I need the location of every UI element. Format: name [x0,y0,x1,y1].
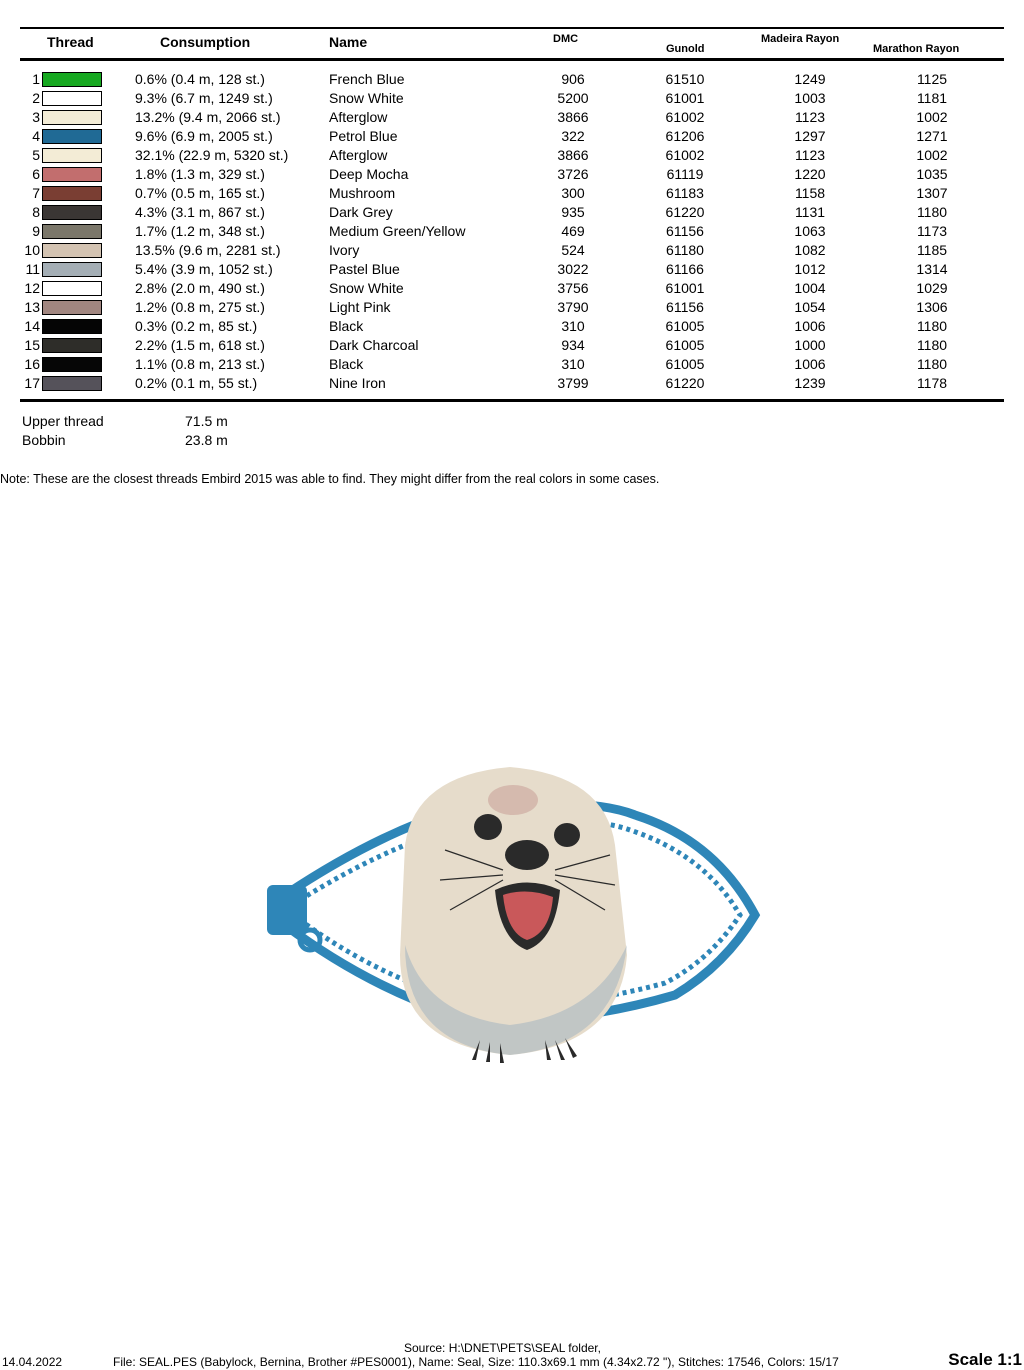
thread-marathon: 1180 [916,337,948,353]
thread-number: 1 [32,71,40,87]
thread-number: 14 [24,318,40,334]
thread-name: Dark Grey [329,204,393,220]
thread-marathon: 1178 [916,375,948,391]
upper-thread-label: Upper thread [22,413,104,429]
table-row [20,184,1004,203]
thread-marathon: 1185 [916,242,948,258]
thread-madeira: 1082 [794,242,826,258]
thread-gunold: 61119 [666,166,704,182]
thread-madeira: 1003 [794,90,826,106]
table-row [20,336,1004,355]
thread-number: 3 [32,109,40,125]
thread-marathon: 1314 [916,261,948,277]
thread-number: 15 [24,337,40,353]
thread-consumption: 1.1% (0.8 m, 213 st.) [135,356,265,372]
table-row [20,260,1004,279]
thread-number: 16 [24,356,40,372]
thread-dmc: 3756 [557,280,589,296]
thread-dmc: 310 [561,318,585,334]
thread-consumption: 5.4% (3.9 m, 1052 st.) [135,261,273,277]
thread-madeira: 1158 [794,185,826,201]
thread-gunold: 61206 [665,128,705,144]
thread-marathon: 1125 [916,71,948,87]
thread-color-swatch [42,376,102,391]
thread-name: Pastel Blue [329,261,400,277]
thread-dmc: 3799 [557,375,589,391]
thread-number: 11 [25,261,40,277]
thread-madeira: 1012 [794,261,826,277]
table-bottom-rule [20,399,1004,402]
table-row [20,127,1004,146]
thread-name: Dark Charcoal [329,337,419,353]
header-thread: Thread [47,34,94,50]
thread-marathon: 1029 [916,280,948,296]
thread-marathon: 1002 [916,109,948,125]
thread-note: Note: These are the closest threads Embird 2015 was able to find. They might differ from the real colors in some cases. [0,472,660,486]
table-top-rule [20,27,1004,29]
thread-number: 10 [24,242,40,258]
thread-dmc: 3726 [557,166,589,182]
thread-name: Black [329,318,364,334]
thread-color-swatch [42,338,102,353]
table-row [20,165,1004,184]
table-row [20,374,1004,393]
thread-gunold: 61001 [665,280,705,296]
thread-madeira: 1131 [794,204,826,220]
thread-name: Ivory [329,242,360,258]
thread-consumption: 2.8% (2.0 m, 490 st.) [135,280,265,296]
thread-marathon: 1035 [916,166,948,182]
thread-name: Medium Green/Yellow [329,223,466,239]
thread-consumption: 1.8% (1.3 m, 329 st.) [135,166,265,182]
thread-gunold: 61005 [665,318,705,334]
thread-consumption: 0.6% (0.4 m, 128 st.) [135,71,265,87]
thread-marathon: 1173 [916,223,948,239]
thread-number: 7 [32,185,40,201]
thread-consumption: 13.2% (9.4 m, 2066 st.) [135,109,281,125]
thread-dmc: 5200 [557,90,589,106]
thread-consumption: 0.3% (0.2 m, 85 st.) [135,318,258,334]
thread-marathon: 1306 [916,299,948,315]
thread-name: French Blue [329,71,405,87]
thread-number: 5 [32,147,40,163]
thread-name: Nine Iron [329,375,386,391]
thread-name: Afterglow [329,109,388,125]
thread-gunold: 61005 [665,337,705,353]
thread-gunold: 61220 [665,204,705,220]
thread-color-swatch [42,224,102,239]
table-row [20,146,1004,165]
thread-gunold: 61510 [665,71,705,87]
thread-dmc: 469 [561,223,585,239]
table-row [20,108,1004,127]
thread-marathon: 1180 [916,356,948,372]
thread-gunold: 61002 [665,147,705,163]
thread-madeira: 1054 [794,299,826,315]
table-row [20,89,1004,108]
thread-color-swatch [42,72,102,87]
thread-color-swatch [42,243,102,258]
table-row [20,241,1004,260]
thread-dmc: 3866 [557,109,589,125]
thread-color-swatch [42,281,102,296]
thread-madeira: 1006 [794,356,826,372]
thread-dmc: 300 [561,185,585,201]
footer-source: Source: H:\DNET\PETS\SEAL folder, [404,1341,601,1355]
thread-dmc: 906 [561,71,585,87]
header-name: Name [329,34,368,50]
thread-name: Snow White [329,280,404,296]
thread-marathon: 1181 [916,90,948,106]
thread-dmc: 310 [561,356,585,372]
bobbin-label: Bobbin [22,432,66,448]
thread-madeira: 1297 [794,128,826,144]
thread-gunold: 61166 [666,261,704,277]
thread-number: 13 [24,299,40,315]
footer-date: 14.04.2022 [2,1355,63,1369]
thread-dmc: 322 [561,128,585,144]
thread-dmc: 524 [561,242,585,258]
scale-label: Scale 1:1 [948,1350,1022,1369]
thread-madeira: 1004 [794,280,826,296]
thread-name: Petrol Blue [329,128,398,144]
thread-marathon: 1271 [916,128,948,144]
thread-dmc: 3790 [557,299,589,315]
thread-number: 6 [32,166,40,182]
table-header-rule [20,58,1004,61]
thread-number: 4 [32,128,40,144]
thread-marathon: 1307 [916,185,948,201]
thread-madeira: 1220 [794,166,826,182]
thread-color-swatch [42,357,102,372]
thread-number: 2 [32,90,40,106]
thread-number: 17 [24,375,40,391]
thread-consumption: 9.3% (6.7 m, 1249 st.) [135,90,273,106]
thread-consumption: 1.2% (0.8 m, 275 st.) [135,299,265,315]
table-row [20,298,1004,317]
thread-color-swatch [42,91,102,106]
thread-madeira: 1239 [794,375,826,391]
table-row [20,203,1004,222]
thread-dmc: 3022 [557,261,589,277]
thread-gunold: 61005 [665,356,705,372]
header-marathon: Marathon Rayon [873,43,960,55]
thread-madeira: 1123 [794,109,826,125]
thread-color-swatch [42,129,102,144]
thread-gunold: 61001 [665,90,705,106]
thread-number: 9 [32,223,40,239]
thread-madeira: 1123 [794,147,826,163]
thread-marathon: 1180 [916,318,948,334]
header-dmc: DMC [553,33,579,45]
thread-madeira: 1063 [794,223,826,239]
thread-consumption: 13.5% (9.6 m, 2281 st.) [135,242,281,258]
table-row [20,279,1004,298]
thread-dmc: 935 [561,204,585,220]
thread-color-swatch [42,319,102,334]
thread-consumption: 0.7% (0.5 m, 165 st.) [135,185,265,201]
table-row [20,222,1004,241]
thread-consumption: 9.6% (6.9 m, 2005 st.) [135,128,273,144]
thread-madeira: 1006 [794,318,826,334]
thread-color-swatch [42,186,102,201]
thread-name: Black [329,356,364,372]
seal-figure [400,767,627,1063]
thread-consumption: 1.7% (1.2 m, 348 st.) [135,223,265,239]
embroidery-design-preview [255,755,770,1085]
upper-thread-value: 71.5 m [185,413,228,429]
thread-gunold: 61002 [665,109,705,125]
thread-name: Light Pink [329,299,391,315]
thread-marathon: 1002 [916,147,948,163]
thread-gunold: 61156 [666,223,704,239]
thread-color-swatch [42,110,102,125]
thread-consumption: 2.2% (1.5 m, 618 st.) [135,337,265,353]
thread-name: Afterglow [329,147,388,163]
bobbin-value: 23.8 m [185,432,228,448]
thread-name: Deep Mocha [329,166,409,182]
thread-consumption: 32.1% (22.9 m, 5320 st.) [135,147,289,163]
thread-gunold: 61183 [666,185,704,201]
header-consumption: Consumption [160,34,251,50]
thread-color-swatch [42,205,102,220]
footer-file-info: File: SEAL.PES (Babylock, Bernina, Brother #PES0001), Name: Seal, Size: 110.3x69.1 mm (4.34x2.72 "), Stitches: 17546, Colors: 15/17 [113,1355,839,1369]
thread-gunold: 61156 [666,299,704,315]
thread-dmc: 934 [561,337,585,353]
thread-name: Mushroom [329,185,396,201]
table-row [20,70,1004,89]
thread-consumption: 0.2% (0.1 m, 55 st.) [135,375,258,391]
thread-color-swatch [42,262,102,277]
thread-madeira: 1249 [794,71,826,87]
header-madeira: Madeira Rayon [761,33,840,45]
thread-madeira: 1000 [794,337,826,353]
thread-dmc: 3866 [557,147,589,163]
thread-consumption: 4.3% (3.1 m, 867 st.) [135,204,265,220]
header-gunold: Gunold [666,43,705,55]
thread-number: 8 [32,204,40,220]
thread-gunold: 61220 [665,375,705,391]
thread-number: 12 [24,280,40,296]
thread-color-swatch [42,300,102,315]
thread-color-swatch [42,167,102,182]
table-row [20,317,1004,336]
thread-name: Snow White [329,90,404,106]
thread-gunold: 61180 [666,242,704,258]
table-row [20,355,1004,374]
thread-color-swatch [42,148,102,163]
thread-marathon: 1180 [916,204,948,220]
